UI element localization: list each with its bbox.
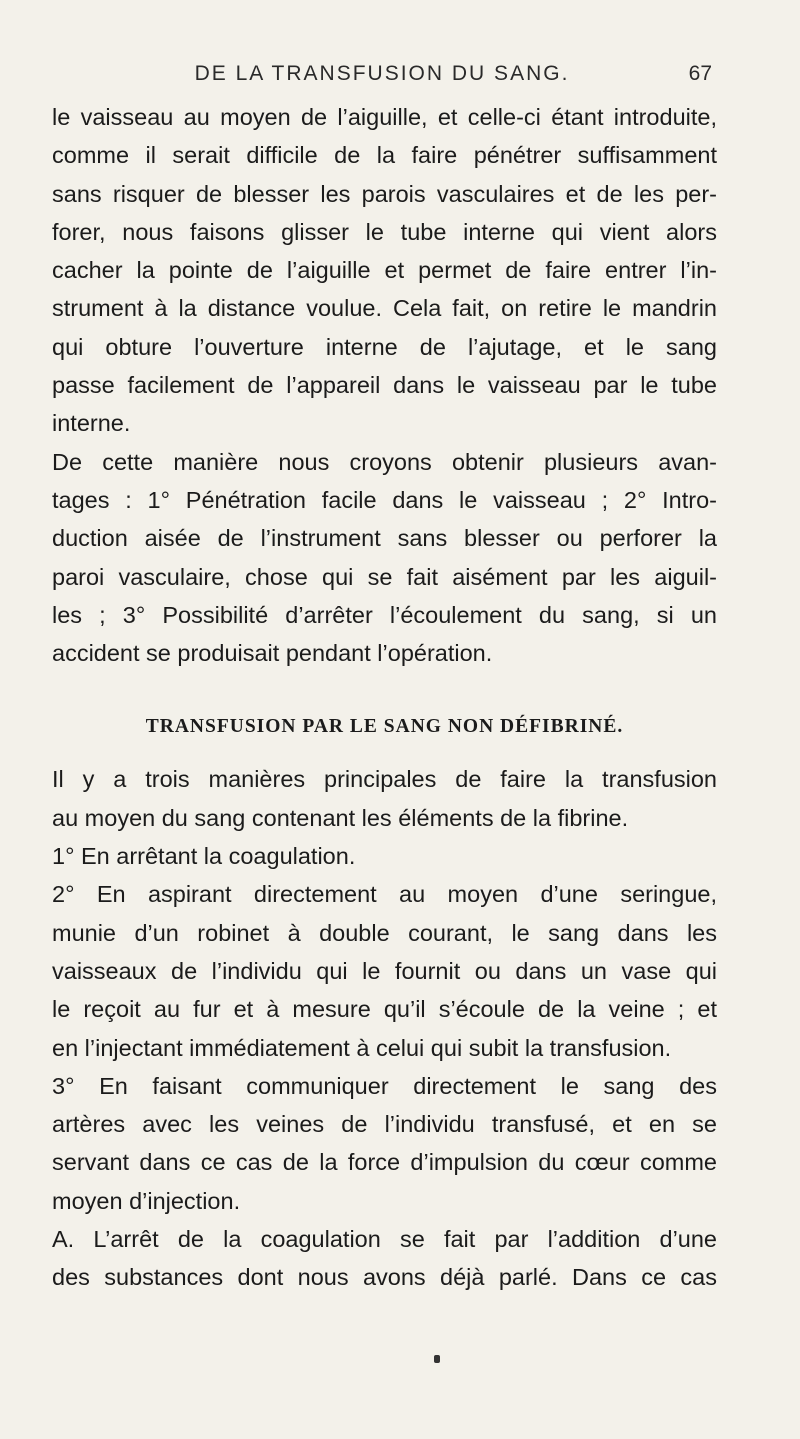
text-line: paroi vasculaire, chose qui se fait aisément par les aiguil- [52,563,717,590]
ink-speck [434,1355,440,1363]
page-number: 67 [688,62,712,85]
text-line: munie d’un robinet à double courant, le sang dans les [52,919,717,946]
running-head [52,62,712,92]
method-item-3 [52,1067,717,1220]
text-line: sans risquer de blesser les parois vasculaires et de les per- [52,180,717,207]
text-line: artères avec les veines de l’individu transfusé, et en se [52,1111,717,1138]
text-line: 3° En faisant communiquer directement le sang des [52,1072,717,1099]
text-line: le reçoit au fur et à mesure qu’il s’écoule de la veine ; et [52,996,717,1023]
text-line: vaisseaux de l’individu qui le fournit ou dans un vase qui [52,957,717,984]
text-line: des substances dont nous avons déjà parlé. Dans ce cas [52,1264,717,1291]
text-line: duction aisée de l’instrument sans blesser ou perforer la [52,525,717,552]
text-line: A. L’arrêt de la coagulation se fait par l’addition d’une [52,1226,717,1253]
text-line: les ; 3° Possibilité d’arrêter l’écoulement du sang, si un [52,601,717,628]
body-text [52,98,717,1297]
text-line: accident se produisait pendant l’opération. [52,640,493,667]
text-line: passe facilement de l’appareil dans le vaisseau par le tube [52,372,717,399]
text-line: 1° En arrêtant la coagulation. [52,843,356,870]
text-line: en l’injectant immédiatement à celui qui subit la transfusion. [52,1034,672,1061]
text-line: comme il serait difficile de la faire pénétrer suffisamment [52,142,717,169]
text-line: qui obture l’ouverture interne de l’ajutage, et le sang [52,333,717,360]
text-line: interne. [52,410,131,437]
method-item-1 [52,837,717,875]
text-line: le vaisseau au moyen de l’aiguille, et celle-ci étant introduite, [52,104,717,130]
text-line: servant dans ce cas de la force d’impulsion du cœur comme [52,1149,717,1176]
text-line: cacher la pointe de l’aiguille et permet de faire entrer l’in- [52,257,717,284]
text-line: tages : 1° Pénétration facile dans le vaisseau ; 2° Intro- [52,486,717,513]
text-line: Il y a trois manières principales de faire la transfusion [52,766,717,793]
running-title: DE LA TRANSFUSION DU SANG. [194,62,570,85]
text-line: au moyen du sang contenant les éléments de la fibrine. [52,804,629,831]
paragraph-advantages [52,443,717,673]
paragraph-methods-intro [52,760,717,837]
text-line: moyen d’injection. [52,1187,241,1214]
text-line: De cette manière nous croyons obtenir plusieurs avan- [52,448,717,475]
section-title: TRANSFUSION PAR LE SANG NON DÉFIBRINÉ. [145,716,624,738]
method-item-2 [52,875,717,1066]
text-line: forer, nous faisons glisser le tube interne qui vient alors [52,218,717,245]
text-line: strument à la distance voulue. Cela fait, on retire le mandrin [52,295,717,322]
paragraph-A [52,1220,717,1297]
text-line: 2° En aspirant directement au moyen d’une seringue, [52,881,717,908]
paragraph-continuation [52,98,717,443]
